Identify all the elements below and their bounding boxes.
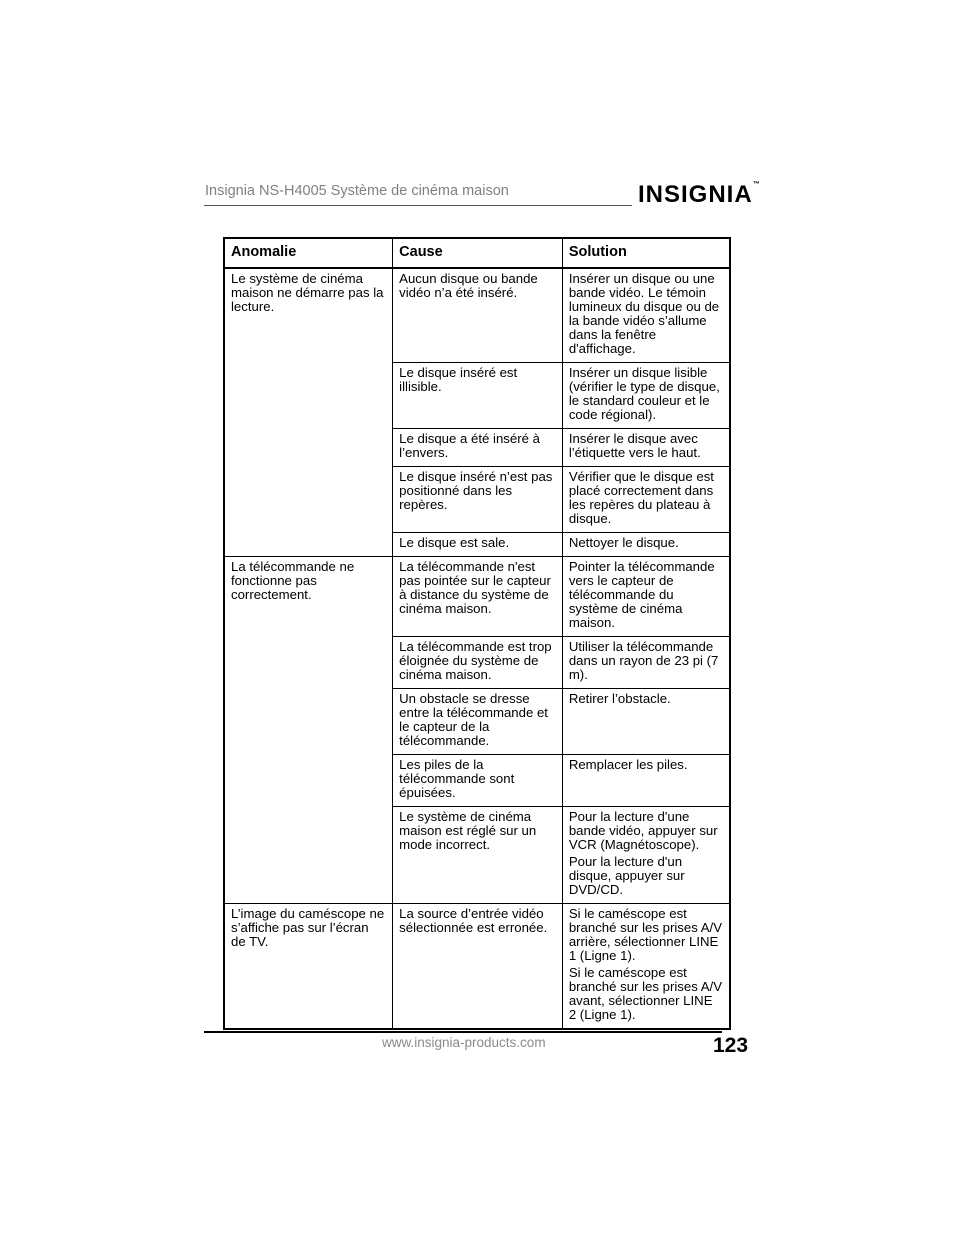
table-row xyxy=(224,268,730,363)
solution-text: Insérer un disque lisible (vérifier le type de disque, le standard couleur et le code régional). xyxy=(568,365,720,422)
solution-cell xyxy=(562,904,730,1030)
solution-cell xyxy=(562,467,730,533)
solution-cell xyxy=(562,363,730,429)
insignia-logo xyxy=(638,181,760,209)
solution-cell xyxy=(562,755,730,807)
table-header-row xyxy=(224,238,730,268)
solution-text: Vérifier que le disque est placé correctement dans les repères du plateau à disque. xyxy=(568,469,714,526)
solution-cell xyxy=(562,557,730,637)
anomaly-cell: Le système de cinéma maison ne démarre pas la lecture. xyxy=(224,268,393,557)
document-header-title: Insignia NS-H4005 Système de cinéma maison xyxy=(205,183,509,199)
solution-text: Pointer la télécommande vers le capteur de télécommande du système de cinéma maison. xyxy=(568,559,715,630)
anomaly-cell: La télécommande ne fonctionne pas correctement. xyxy=(224,557,393,904)
cause-cell: La télécommande n'est pas pointée sur le capteur à distance du système de cinéma maison. xyxy=(393,557,563,637)
anomaly-cell: L’image du caméscope ne s’affiche pas sur l’écran de TV. xyxy=(224,904,393,1030)
cause-cell: Un obstacle se dresse entre la télécommande et le capteur de la télécommande. xyxy=(393,689,563,755)
footer-rule xyxy=(204,1031,722,1033)
cause-cell: Le disque inséré n’est pas positionné dans les repères. xyxy=(393,467,563,533)
solution-text: Nettoyer le disque. xyxy=(568,535,679,550)
cause-cell: Aucun disque ou bande vidéo n’a été inséré. xyxy=(393,268,563,363)
cause-cell: Le système de cinéma maison est réglé sur un mode incorrect. xyxy=(393,807,563,904)
solution-text: Retirer l’obstacle. xyxy=(568,691,671,706)
cause-cell: Le disque a été inséré à l’envers. xyxy=(393,429,563,467)
header-cause: Cause xyxy=(393,238,563,268)
header-solution: Solution xyxy=(562,238,730,268)
solution-cell xyxy=(562,268,730,363)
solution-cell xyxy=(562,429,730,467)
solution-text: Si le caméscope est branché sur les prises A/V avant, sélectionner LINE 2 (Ligne 1). xyxy=(568,965,723,1022)
logo-text: INSIGNIA xyxy=(638,181,753,208)
solution-text: Pour la lecture d'une bande vidéo, appuyer sur VCR (Magnétoscope). xyxy=(568,809,718,852)
solution-cell xyxy=(562,533,730,557)
cause-cell: La source d’entrée vidéo sélectionnée est erronée. xyxy=(393,904,563,1030)
table-row xyxy=(224,904,730,1030)
cause-cell: Le disque inséré est illisible. xyxy=(393,363,563,429)
solution-cell xyxy=(562,807,730,904)
cause-cell: La télécommande est trop éloignée du système de cinéma maison. xyxy=(393,637,563,689)
solution-text: Insérer un disque ou une bande vidéo. Le témoin lumineux du disque ou de la bande vidéo s’allume dans la fenêtre d'affichage. xyxy=(568,271,720,356)
header-rule xyxy=(204,205,632,206)
solution-cell xyxy=(562,637,730,689)
page-number: 123 xyxy=(713,1034,749,1057)
solution-text: Remplacer les piles. xyxy=(568,757,688,772)
table-row xyxy=(224,557,730,637)
cause-cell: Les piles de la télécommande sont épuisées. xyxy=(393,755,563,807)
cause-cell: Le disque est sale. xyxy=(393,533,563,557)
solution-text: Insérer le disque avec l’étiquette vers le haut. xyxy=(568,431,701,460)
logo-trademark: ™ xyxy=(752,181,760,188)
solution-text: Si le caméscope est branché sur les prises A/V arrière, sélectionner LINE 1 (Ligne 1). xyxy=(568,906,723,963)
solution-cell xyxy=(562,689,730,755)
solution-text: Utiliser la télécommande dans un rayon de 23 pi (7 m). xyxy=(568,639,719,682)
header-anomalie: Anomalie xyxy=(224,238,393,268)
troubleshooting-table xyxy=(223,237,731,1030)
solution-text: Pour la lecture d'un disque, appuyer sur DVD/CD. xyxy=(568,854,685,897)
footer-url: www.insignia-products.com xyxy=(382,1035,546,1050)
